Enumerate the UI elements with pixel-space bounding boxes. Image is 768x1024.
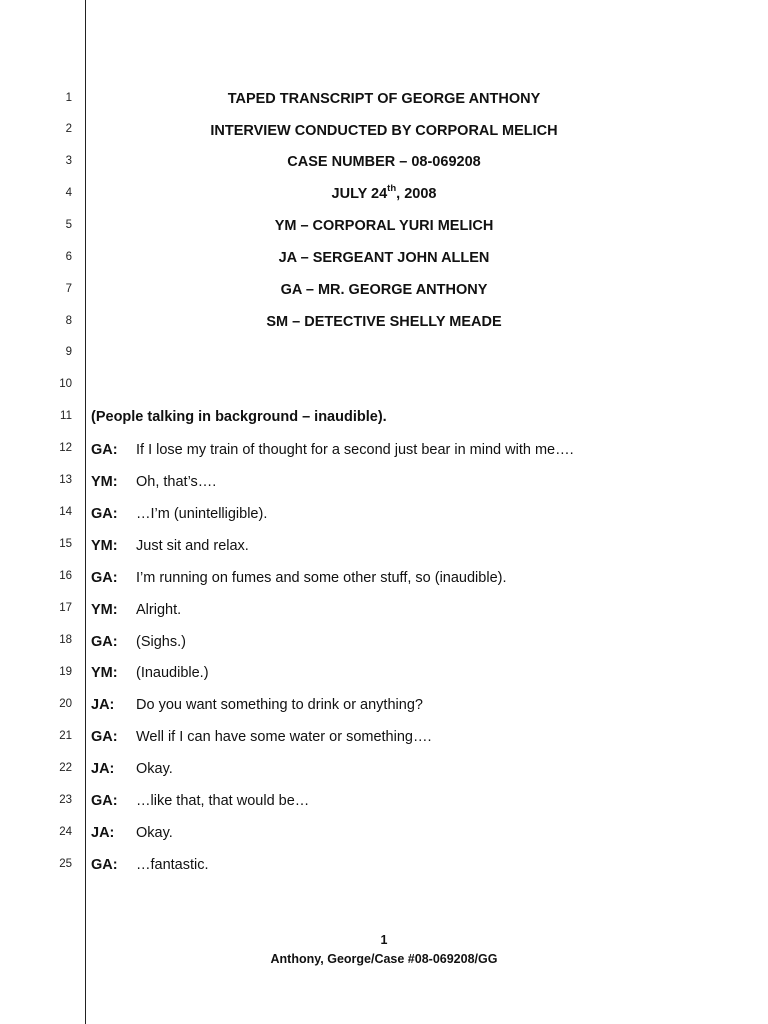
- speaker-label: JA:: [91, 825, 115, 841]
- line-number: 18: [59, 634, 72, 646]
- speaker-label: GA:: [91, 729, 118, 745]
- participant-ym: YM – CORPORAL YURI MELICH: [274, 218, 494, 234]
- line-number: 21: [59, 730, 72, 742]
- line-number: 20: [59, 698, 72, 710]
- line-number: 16: [59, 570, 72, 582]
- line-number: 10: [59, 378, 72, 390]
- line-number: 23: [59, 794, 72, 806]
- speech-text: I’m running on fumes and some other stuff, so (inaudible).: [136, 570, 507, 586]
- speaker-label: YM:: [91, 474, 118, 490]
- interview-conductor: INTERVIEW CONDUCTED BY CORPORAL MELICH: [210, 123, 558, 139]
- speaker-label: JA:: [91, 761, 115, 777]
- interview-date: [86, 185, 682, 203]
- speech-text: Alright.: [136, 602, 182, 618]
- line-number: 4: [65, 187, 72, 199]
- speech-text: …fantastic.: [136, 857, 209, 873]
- participant-sm: SM – DETECTIVE SHELLY MEADE: [266, 314, 502, 330]
- line-number: 17: [59, 602, 72, 614]
- line-number: 25: [59, 858, 72, 870]
- line-number: 6: [65, 251, 72, 263]
- line-number: 8: [65, 315, 72, 327]
- line-number: 7: [65, 283, 72, 295]
- transcript-title: TAPED TRANSCRIPT OF GEORGE ANTHONY: [227, 91, 541, 107]
- speech-text: …like that, that would be…: [136, 793, 310, 809]
- speech-text: Okay.: [136, 825, 173, 841]
- speech-text: …I’m (unintelligible).: [136, 506, 268, 522]
- date-year: , 2008: [396, 186, 437, 202]
- speaker-label: GA:: [91, 506, 118, 522]
- line-number: 15: [59, 538, 72, 550]
- speech-text: Well if I can have some water or something….: [136, 729, 432, 745]
- line-number: 5: [65, 219, 72, 231]
- speaker-label: YM:: [91, 665, 118, 681]
- background-note: (People talking in background – inaudible).: [91, 409, 387, 425]
- line-number: 22: [59, 762, 72, 774]
- speaker-label: YM:: [91, 602, 118, 618]
- speech-text: If I lose my train of thought for a second just bear in mind with me….: [136, 442, 574, 458]
- speaker-label: YM:: [91, 538, 118, 554]
- case-reference: Anthony, George/Case #08-069208/GG: [270, 952, 498, 966]
- participant-ga: GA – MR. GEORGE ANTHONY: [280, 282, 488, 298]
- line-number: 24: [59, 826, 72, 838]
- page-number: 1: [380, 933, 388, 947]
- date-suffix: th: [387, 183, 397, 195]
- line-number: 3: [65, 155, 72, 167]
- speech-text: (Inaudible.): [136, 665, 209, 681]
- speaker-label: GA:: [91, 442, 118, 458]
- line-number: 19: [59, 666, 72, 678]
- line-number: 9: [65, 346, 72, 358]
- speaker-label: GA:: [91, 634, 118, 650]
- line-number: 2: [65, 123, 72, 135]
- line-number: 14: [59, 506, 72, 518]
- speaker-label: GA:: [91, 793, 118, 809]
- line-number: 11: [60, 410, 72, 422]
- case-number: CASE NUMBER – 08-069208: [287, 154, 481, 170]
- speech-text: Oh, that’s….: [136, 474, 217, 490]
- speaker-label: JA:: [91, 697, 115, 713]
- line-number: 13: [59, 474, 72, 486]
- line-number: 1: [65, 92, 72, 104]
- speaker-label: GA:: [91, 570, 118, 586]
- line-number: 12: [59, 442, 72, 454]
- speech-text: (Sighs.): [136, 634, 186, 650]
- speech-text: Just sit and relax.: [136, 538, 249, 554]
- speech-text: Do you want something to drink or anything?: [136, 697, 423, 713]
- speech-text: Okay.: [136, 761, 173, 777]
- speaker-label: GA:: [91, 857, 118, 873]
- participant-ja: JA – SERGEANT JOHN ALLEN: [278, 250, 490, 266]
- date-month-day: JULY 24: [331, 186, 388, 202]
